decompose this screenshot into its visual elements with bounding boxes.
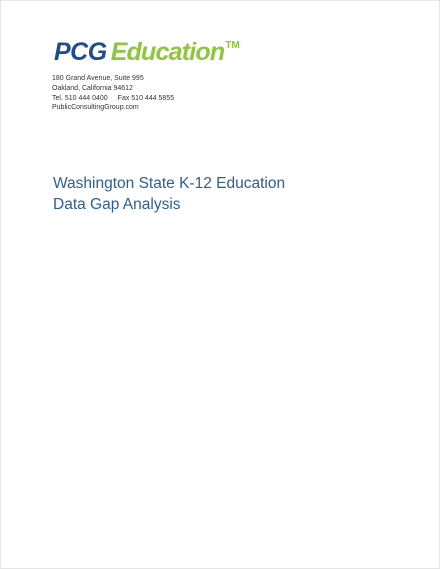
pcg-education-logo bbox=[54, 37, 240, 67]
logo-pcg-text: PCG bbox=[54, 38, 107, 66]
logo-trademark: TM bbox=[225, 40, 240, 51]
phone-number: Tel. 510 444 0400 bbox=[52, 94, 108, 102]
fax-number: Fax 510 444 5855 bbox=[117, 94, 175, 102]
address-line-city: Oakland, California 94612 bbox=[52, 84, 133, 92]
address-block bbox=[52, 74, 174, 113]
address-line-website: PublicConsultingGroup.com bbox=[52, 104, 139, 112]
address-line-street: 180 Grand Avenue, Suite 995 bbox=[52, 75, 144, 82]
document-title bbox=[53, 173, 285, 215]
address-line-phone bbox=[52, 94, 174, 104]
logo-education-text: Education bbox=[110, 38, 225, 66]
title-line-1: Washington State K-12 Education bbox=[53, 175, 286, 192]
title-line-2: Data Gap Analysis bbox=[53, 196, 181, 213]
